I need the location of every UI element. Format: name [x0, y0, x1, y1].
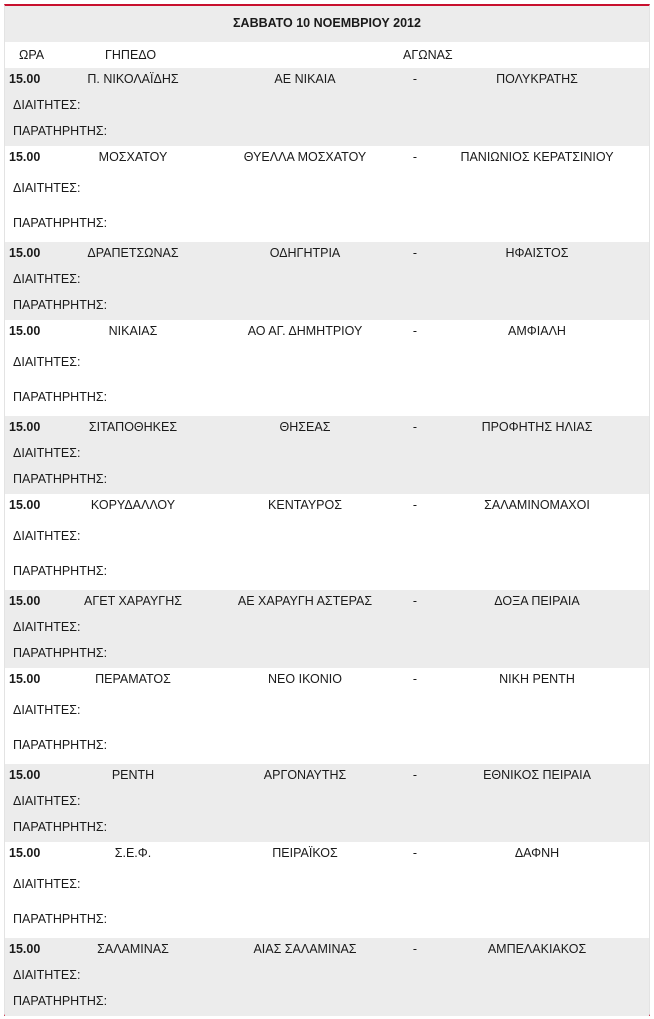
match-separator: -	[412, 594, 418, 608]
away-team: ΠΑΝΙΩΝΙΟΣ ΚΕΡΑΤΣΙΝΙΟΥ	[460, 150, 614, 164]
home-team: ΑΙΑΣ ΣΑΛΑΜΙΝΑΣ	[253, 942, 357, 956]
referees-label: ΔΙΑΙΤΗΤΕΣ:	[13, 877, 81, 891]
match-time: 15.00	[9, 498, 41, 512]
match-time: 15.00	[9, 246, 41, 260]
match-time: 15.00	[9, 420, 41, 434]
away-team: ΠΟΛΥΚΡΑΤΗΣ	[496, 72, 578, 86]
match-row	[5, 494, 649, 590]
home-team: ΝΕΟ ΙΚΟΝΙΟ	[268, 672, 342, 686]
match-row	[5, 416, 649, 494]
fixtures-table	[4, 4, 650, 1016]
match-separator: -	[412, 672, 418, 686]
match-row	[5, 590, 649, 668]
referees-label: ΔΙΑΙΤΗΤΕΣ:	[13, 181, 81, 195]
referees-label: ΔΙΑΙΤΗΤΕΣ:	[13, 620, 81, 634]
observer-label: ΠΑΡΑΤΗΡΗΤΗΣ:	[13, 912, 108, 926]
away-team: ΑΜΠΕΛΑΚΙΑΚΟΣ	[487, 942, 587, 956]
observer-label: ΠΑΡΑΤΗΡΗΤΗΣ:	[13, 390, 108, 404]
page-title: ΣΑΒΒΑΤΟ 10 ΝΟΕΜΒΡΙΟΥ 2012	[5, 6, 649, 42]
away-team: ΔΟΞΑ ΠΕΙΡΑΙΑ	[494, 594, 580, 608]
match-time: 15.00	[9, 594, 41, 608]
match-time: 15.00	[9, 846, 41, 860]
match-venue: ΜΟΣΧΑΤΟΥ	[98, 150, 168, 164]
match-venue: Π. ΝΙΚΟΛΑΪΔΗΣ	[87, 72, 179, 86]
home-team: ΟΔΗΓΗΤΡΙΑ	[269, 246, 341, 260]
referees-label: ΔΙΑΙΤΗΤΕΣ:	[13, 968, 81, 982]
home-team: ΘΗΣΕΑΣ	[279, 420, 331, 434]
header-venue: ΓΗΠΕΔΟ	[105, 48, 157, 62]
home-team: ΑΡΓΟΝΑΥΤΗΣ	[263, 768, 347, 782]
match-venue: ΠΕΡΑΜΑΤΟΣ	[95, 672, 171, 686]
match-venue: ΔΡΑΠΕΤΣΩΝΑΣ	[87, 246, 179, 260]
match-row	[5, 938, 649, 1016]
away-team: ΔΑΦΝΗ	[514, 846, 560, 860]
observer-label: ΠΑΡΑΤΗΡΗΤΗΣ:	[13, 472, 108, 486]
observer-label: ΠΑΡΑΤΗΡΗΤΗΣ:	[13, 738, 108, 752]
observer-label: ΠΑΡΑΤΗΡΗΤΗΣ:	[13, 994, 108, 1008]
referees-label: ΔΙΑΙΤΗΤΕΣ:	[13, 794, 81, 808]
away-team: ΗΦΑΙΣΤΟΣ	[505, 246, 569, 260]
observer-label: ΠΑΡΑΤΗΡΗΤΗΣ:	[13, 564, 108, 578]
match-time: 15.00	[9, 150, 41, 164]
match-separator: -	[412, 72, 418, 86]
referees-label: ΔΙΑΙΤΗΤΕΣ:	[13, 703, 81, 717]
match-time: 15.00	[9, 942, 41, 956]
observer-label: ΠΑΡΑΤΗΡΗΤΗΣ:	[13, 216, 108, 230]
away-team: ΝΙΚΗ ΡΕΝΤΗ	[499, 672, 575, 686]
match-venue: Σ.Ε.Φ.	[114, 846, 152, 860]
match-separator: -	[412, 498, 418, 512]
home-team: ΘΥΕΛΛΑ ΜΟΣΧΑΤΟΥ	[243, 150, 367, 164]
match-venue: ΑΓΕΤ ΧΑΡΑΥΓΗΣ	[84, 594, 182, 608]
match-venue: ΝΙΚΑΙΑΣ	[108, 324, 158, 338]
match-venue: ΣΑΛΑΜΙΝΑΣ	[97, 942, 169, 956]
home-team: ΑΟ ΑΓ. ΔΗΜΗΤΡΙΟΥ	[247, 324, 363, 338]
match-separator: -	[412, 420, 418, 434]
home-team: ΑΕ ΝΙΚΑΙΑ	[274, 72, 336, 86]
match-row	[5, 146, 649, 242]
header-match: ΑΓΩΝΑΣ	[403, 48, 453, 62]
match-separator: -	[412, 768, 418, 782]
match-separator: -	[412, 324, 418, 338]
match-row	[5, 668, 649, 764]
referees-label: ΔΙΑΙΤΗΤΕΣ:	[13, 529, 81, 543]
match-time: 15.00	[9, 672, 41, 686]
observer-label: ΠΑΡΑΤΗΡΗΤΗΣ:	[13, 820, 108, 834]
match-separator: -	[412, 246, 418, 260]
referees-label: ΔΙΑΙΤΗΤΕΣ:	[13, 98, 81, 112]
match-row	[5, 242, 649, 320]
match-separator: -	[412, 150, 418, 164]
match-time: 15.00	[9, 72, 41, 86]
match-row	[5, 764, 649, 842]
table-header	[5, 42, 649, 68]
referees-label: ΔΙΑΙΤΗΤΕΣ:	[13, 272, 81, 286]
away-team: ΑΜΦΙΑΛΗ	[508, 324, 566, 338]
match-row	[5, 842, 649, 938]
match-row	[5, 68, 649, 146]
observer-label: ΠΑΡΑΤΗΡΗΤΗΣ:	[13, 298, 108, 312]
away-team: ΣΑΛΑΜΙΝΟΜΑΧΟΙ	[484, 498, 590, 512]
match-separator: -	[412, 846, 418, 860]
match-row	[5, 320, 649, 416]
referees-label: ΔΙΑΙΤΗΤΕΣ:	[13, 355, 81, 369]
match-separator: -	[412, 942, 418, 956]
referees-label: ΔΙΑΙΤΗΤΕΣ:	[13, 446, 81, 460]
away-team: ΕΘΝΙΚΟΣ ΠΕΙΡΑΙΑ	[483, 768, 591, 782]
away-team: ΠΡΟΦΗΤΗΣ ΗΛΙΑΣ	[481, 420, 593, 434]
match-venue: ΣΙΤΑΠΟΘΗΚΕΣ	[88, 420, 178, 434]
match-time: 15.00	[9, 324, 41, 338]
observer-label: ΠΑΡΑΤΗΡΗΤΗΣ:	[13, 646, 108, 660]
match-venue: ΡΕΝΤΗ	[111, 768, 155, 782]
match-venue: ΚΟΡΥΔΑΛΛΟΥ	[90, 498, 176, 512]
home-team: ΠΕΙΡΑΪΚΟΣ	[272, 846, 338, 860]
match-time: 15.00	[9, 768, 41, 782]
home-team: ΚΕΝΤΑΥΡΟΣ	[268, 498, 342, 512]
header-time: ΩΡΑ	[19, 48, 45, 62]
observer-label: ΠΑΡΑΤΗΡΗΤΗΣ:	[13, 124, 108, 138]
home-team: ΑΕ ΧΑΡΑΥΓΗ ΑΣΤΕΡΑΣ	[237, 594, 373, 608]
